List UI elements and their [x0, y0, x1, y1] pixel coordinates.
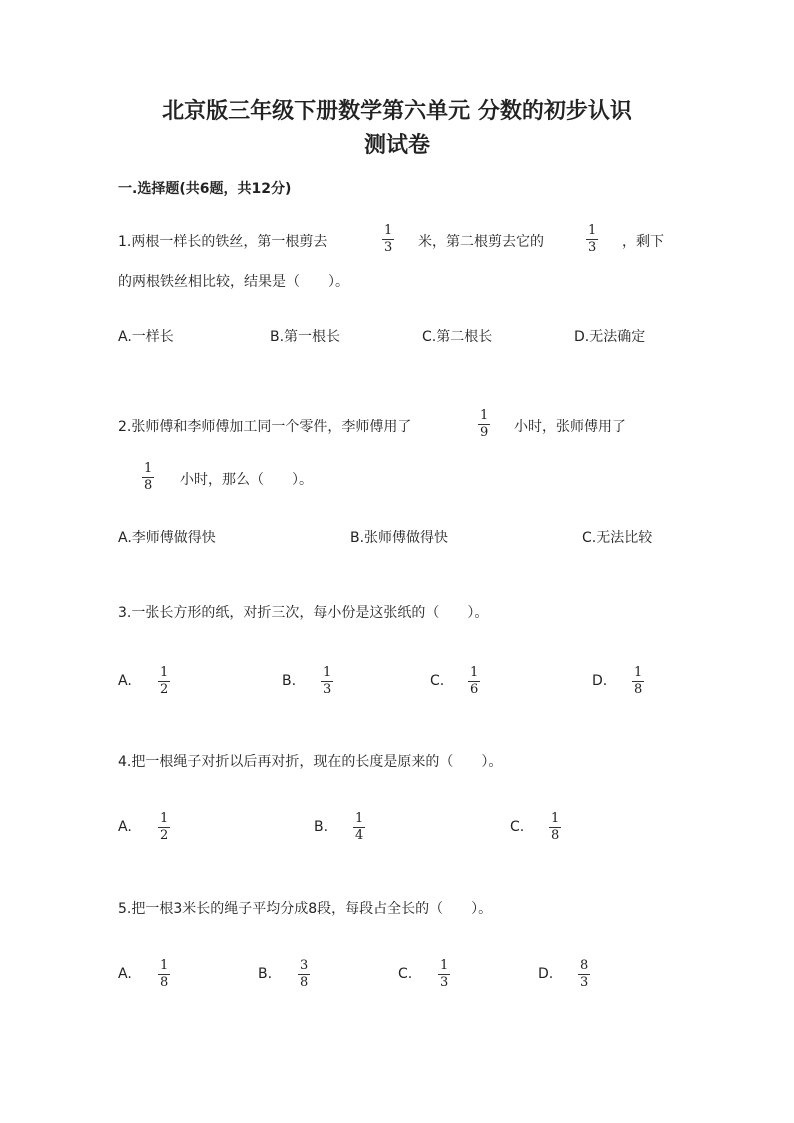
question-1-fraction-2: [586, 224, 598, 255]
question-3-option-c-fraction[interactable]: [468, 666, 480, 697]
question-4-option-b-label[interactable]: B.: [314, 819, 329, 835]
question-2-text-part2: 小时，张师傅用了: [514, 419, 626, 435]
question-1-text-part2: 米，第二根剪去它的: [418, 234, 544, 250]
fraction-denominator: 8: [551, 828, 560, 843]
question-2-text-part3: 小时，那么（ ）。: [180, 472, 313, 488]
page-subtitle: 测试卷: [363, 132, 430, 158]
question-5-option-c-label[interactable]: C.: [398, 966, 413, 982]
fraction-denominator: 8: [634, 682, 643, 697]
question-3-option-c-label[interactable]: C.: [430, 673, 445, 689]
fraction-numerator: 8: [580, 958, 589, 973]
fraction-denominator: 2: [160, 682, 169, 697]
fraction-denominator: 8: [160, 975, 169, 990]
question-1-option-c[interactable]: C.第二根长: [422, 329, 493, 345]
fraction-numerator: 1: [160, 811, 169, 826]
fraction-denominator: 9: [480, 425, 489, 440]
fraction-denominator: 3: [588, 240, 597, 255]
fraction-denominator: 3: [384, 240, 393, 255]
question-5-option-b-label[interactable]: B.: [258, 966, 273, 982]
question-4-option-a-label[interactable]: A.: [118, 819, 132, 835]
question-1-text-part1: 1.两根一样长的铁丝，第一根剪去: [118, 234, 328, 250]
question-1-fraction-1: [382, 224, 394, 255]
question-5-option-a-fraction[interactable]: [158, 959, 170, 990]
fraction-numerator: 1: [440, 958, 449, 973]
question-5-option-a-label[interactable]: A.: [118, 966, 132, 982]
question-3-option-d-fraction[interactable]: [632, 666, 644, 697]
fraction-denominator: 4: [355, 828, 364, 843]
fraction-numerator: 1: [470, 665, 479, 680]
question-4-option-c-fraction[interactable]: [549, 812, 561, 843]
question-2-option-b[interactable]: B.张师傅做得快: [350, 530, 449, 546]
fraction-denominator: 3: [440, 975, 449, 990]
question-3-text: 3.一张长方形的纸，对折三次，每小份是这张纸的（ ）。: [118, 605, 489, 621]
question-4-option-c-label[interactable]: C.: [510, 819, 525, 835]
question-4-option-a-fraction[interactable]: [158, 812, 170, 843]
fraction-numerator: 1: [634, 665, 643, 680]
fraction-denominator: 6: [470, 682, 479, 697]
question-3-option-d-label[interactable]: D.: [592, 673, 608, 689]
fraction-denominator: 3: [323, 682, 332, 697]
fraction-denominator: 8: [144, 478, 153, 493]
question-1-option-d[interactable]: D.无法确定: [574, 329, 646, 345]
question-2-fraction-1: [478, 409, 490, 440]
fraction-numerator: 1: [355, 811, 364, 826]
question-4-option-b-fraction[interactable]: [353, 812, 365, 843]
question-3-option-b-label[interactable]: B.: [282, 673, 297, 689]
question-2-text-part1: 2.张师傅和李师傅加工同一个零件，李师傅用了: [118, 419, 412, 435]
question-5-text: 5.把一根3米长的绳子平均分成8段，每段占全长的（ ）。: [118, 901, 493, 917]
page-title: 北京版三年级下册数学第六单元 分数的初步认识: [162, 98, 632, 124]
fraction-numerator: 1: [588, 223, 597, 238]
fraction-denominator: 2: [160, 828, 169, 843]
fraction-numerator: 1: [323, 665, 332, 680]
question-1-option-b[interactable]: B.第一根长: [270, 329, 341, 345]
question-2-fraction-2: [142, 462, 154, 493]
fraction-numerator: 1: [144, 461, 153, 476]
fraction-numerator: 1: [384, 223, 393, 238]
question-3-option-a-label[interactable]: A.: [118, 673, 132, 689]
section-header: 一.选择题(共6题，共12分): [118, 181, 292, 197]
question-1-option-a[interactable]: A.一样长: [118, 329, 174, 345]
fraction-numerator: 1: [160, 958, 169, 973]
fraction-numerator: 1: [480, 408, 489, 423]
fraction-numerator: 3: [300, 958, 309, 973]
question-5-option-b-fraction[interactable]: [298, 959, 310, 990]
question-1-text-line2: 的两根铁丝相比较，结果是（ ）。: [118, 274, 349, 290]
fraction-denominator: 3: [580, 975, 589, 990]
fraction-numerator: 1: [160, 665, 169, 680]
fraction-numerator: 1: [551, 811, 560, 826]
question-5-option-d-fraction[interactable]: [578, 959, 590, 990]
question-5-option-c-fraction[interactable]: [438, 959, 450, 990]
question-1-text-part3: ，剩下: [622, 234, 664, 250]
question-2-option-a[interactable]: A.李师傅做得快: [118, 530, 216, 546]
question-5-option-d-label[interactable]: D.: [538, 966, 554, 982]
question-3-option-a-fraction[interactable]: [158, 666, 170, 697]
question-4-text: 4.把一根绳子对折以后再对折，现在的长度是原来的（ ）。: [118, 754, 503, 770]
fraction-denominator: 8: [300, 975, 309, 990]
question-3-option-b-fraction[interactable]: [321, 666, 333, 697]
question-2-option-c[interactable]: C.无法比较: [582, 530, 653, 546]
